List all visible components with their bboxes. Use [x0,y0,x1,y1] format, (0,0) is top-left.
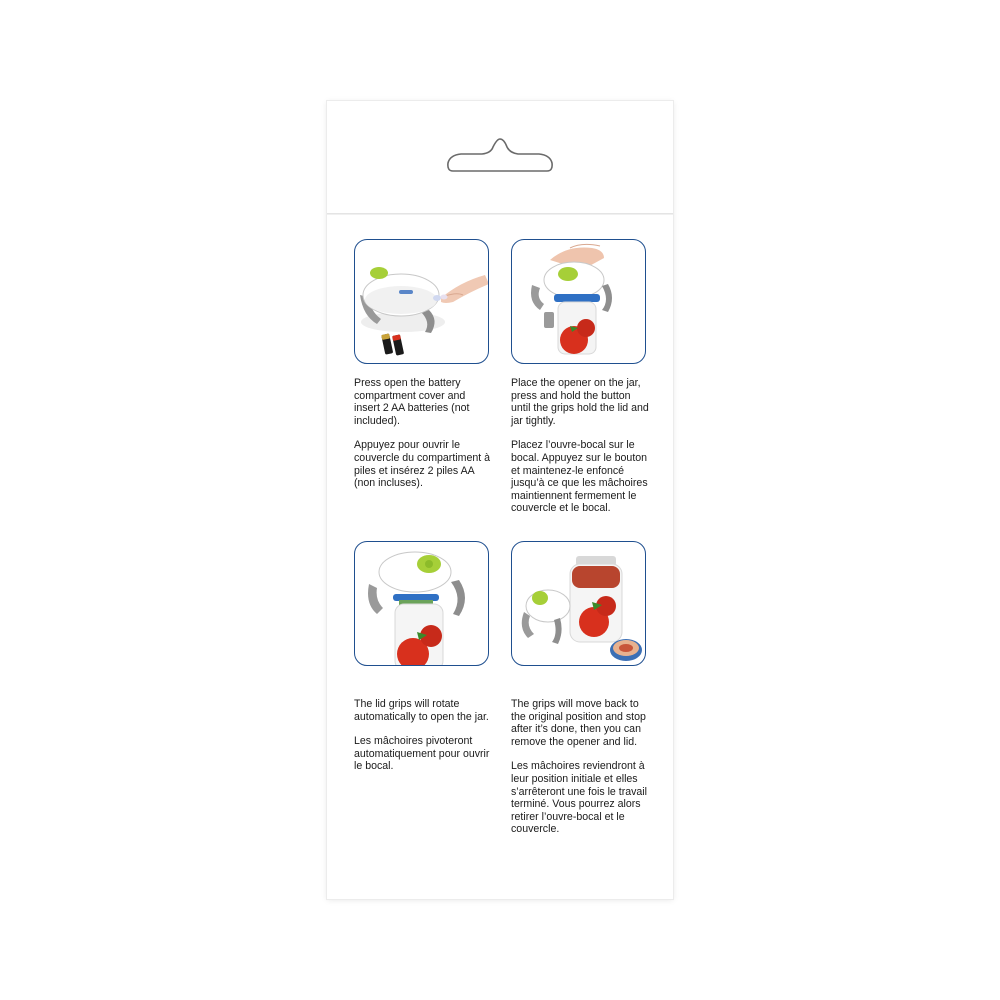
step-3-text-en: The lid grips will rotate automatically to open the jar. [354,698,489,723]
fold-line [327,213,673,215]
step-4-text-fr: Les mâchoires reviendront à leur position initiale et elles s’arrêteront une fois le travail terminé. Vous pourrez alors retirer l’ouvre-bocal et le couvercle. [511,760,648,836]
step-4-text-en: The grips will move back to the original position and stop after it’s done, then you can remove the opener and lid. [511,698,646,748]
step-3-text-fr: Les mâchoires pivoteront automatiquement pour ouvrir le bocal. [354,735,490,773]
hang-hole-icon [327,101,673,221]
step-1-text-en: Press open the battery compartment cover and insert 2 AA batteries (not included). [354,377,470,427]
step-3-image [354,541,489,666]
step-2-image [511,239,646,364]
step-2-text-en: Place the opener on the jar, press and hold the button until the grips hold the lid and jar tightly. [511,377,649,427]
step-4-instructions [511,698,651,836]
package-back-panel [327,101,673,899]
step-4-image [511,541,646,666]
step-2-text-fr: Placez l’ouvre-bocal sur le bocal. Appuyez sur le bouton et maintenez-le enfoncé jusqu’à ce que les mâchoires maintiennent fermement le couvercle et le bocal. [511,439,648,515]
step-1-image [354,239,489,364]
step-2-instructions [511,377,651,515]
step-1-text-fr: Appuyez pour ouvrir le couvercle du compartiment à piles et insérez 2 piles AA (non incluses). [354,439,491,490]
step-1-instructions [354,377,494,490]
step-3-instructions [354,698,494,773]
